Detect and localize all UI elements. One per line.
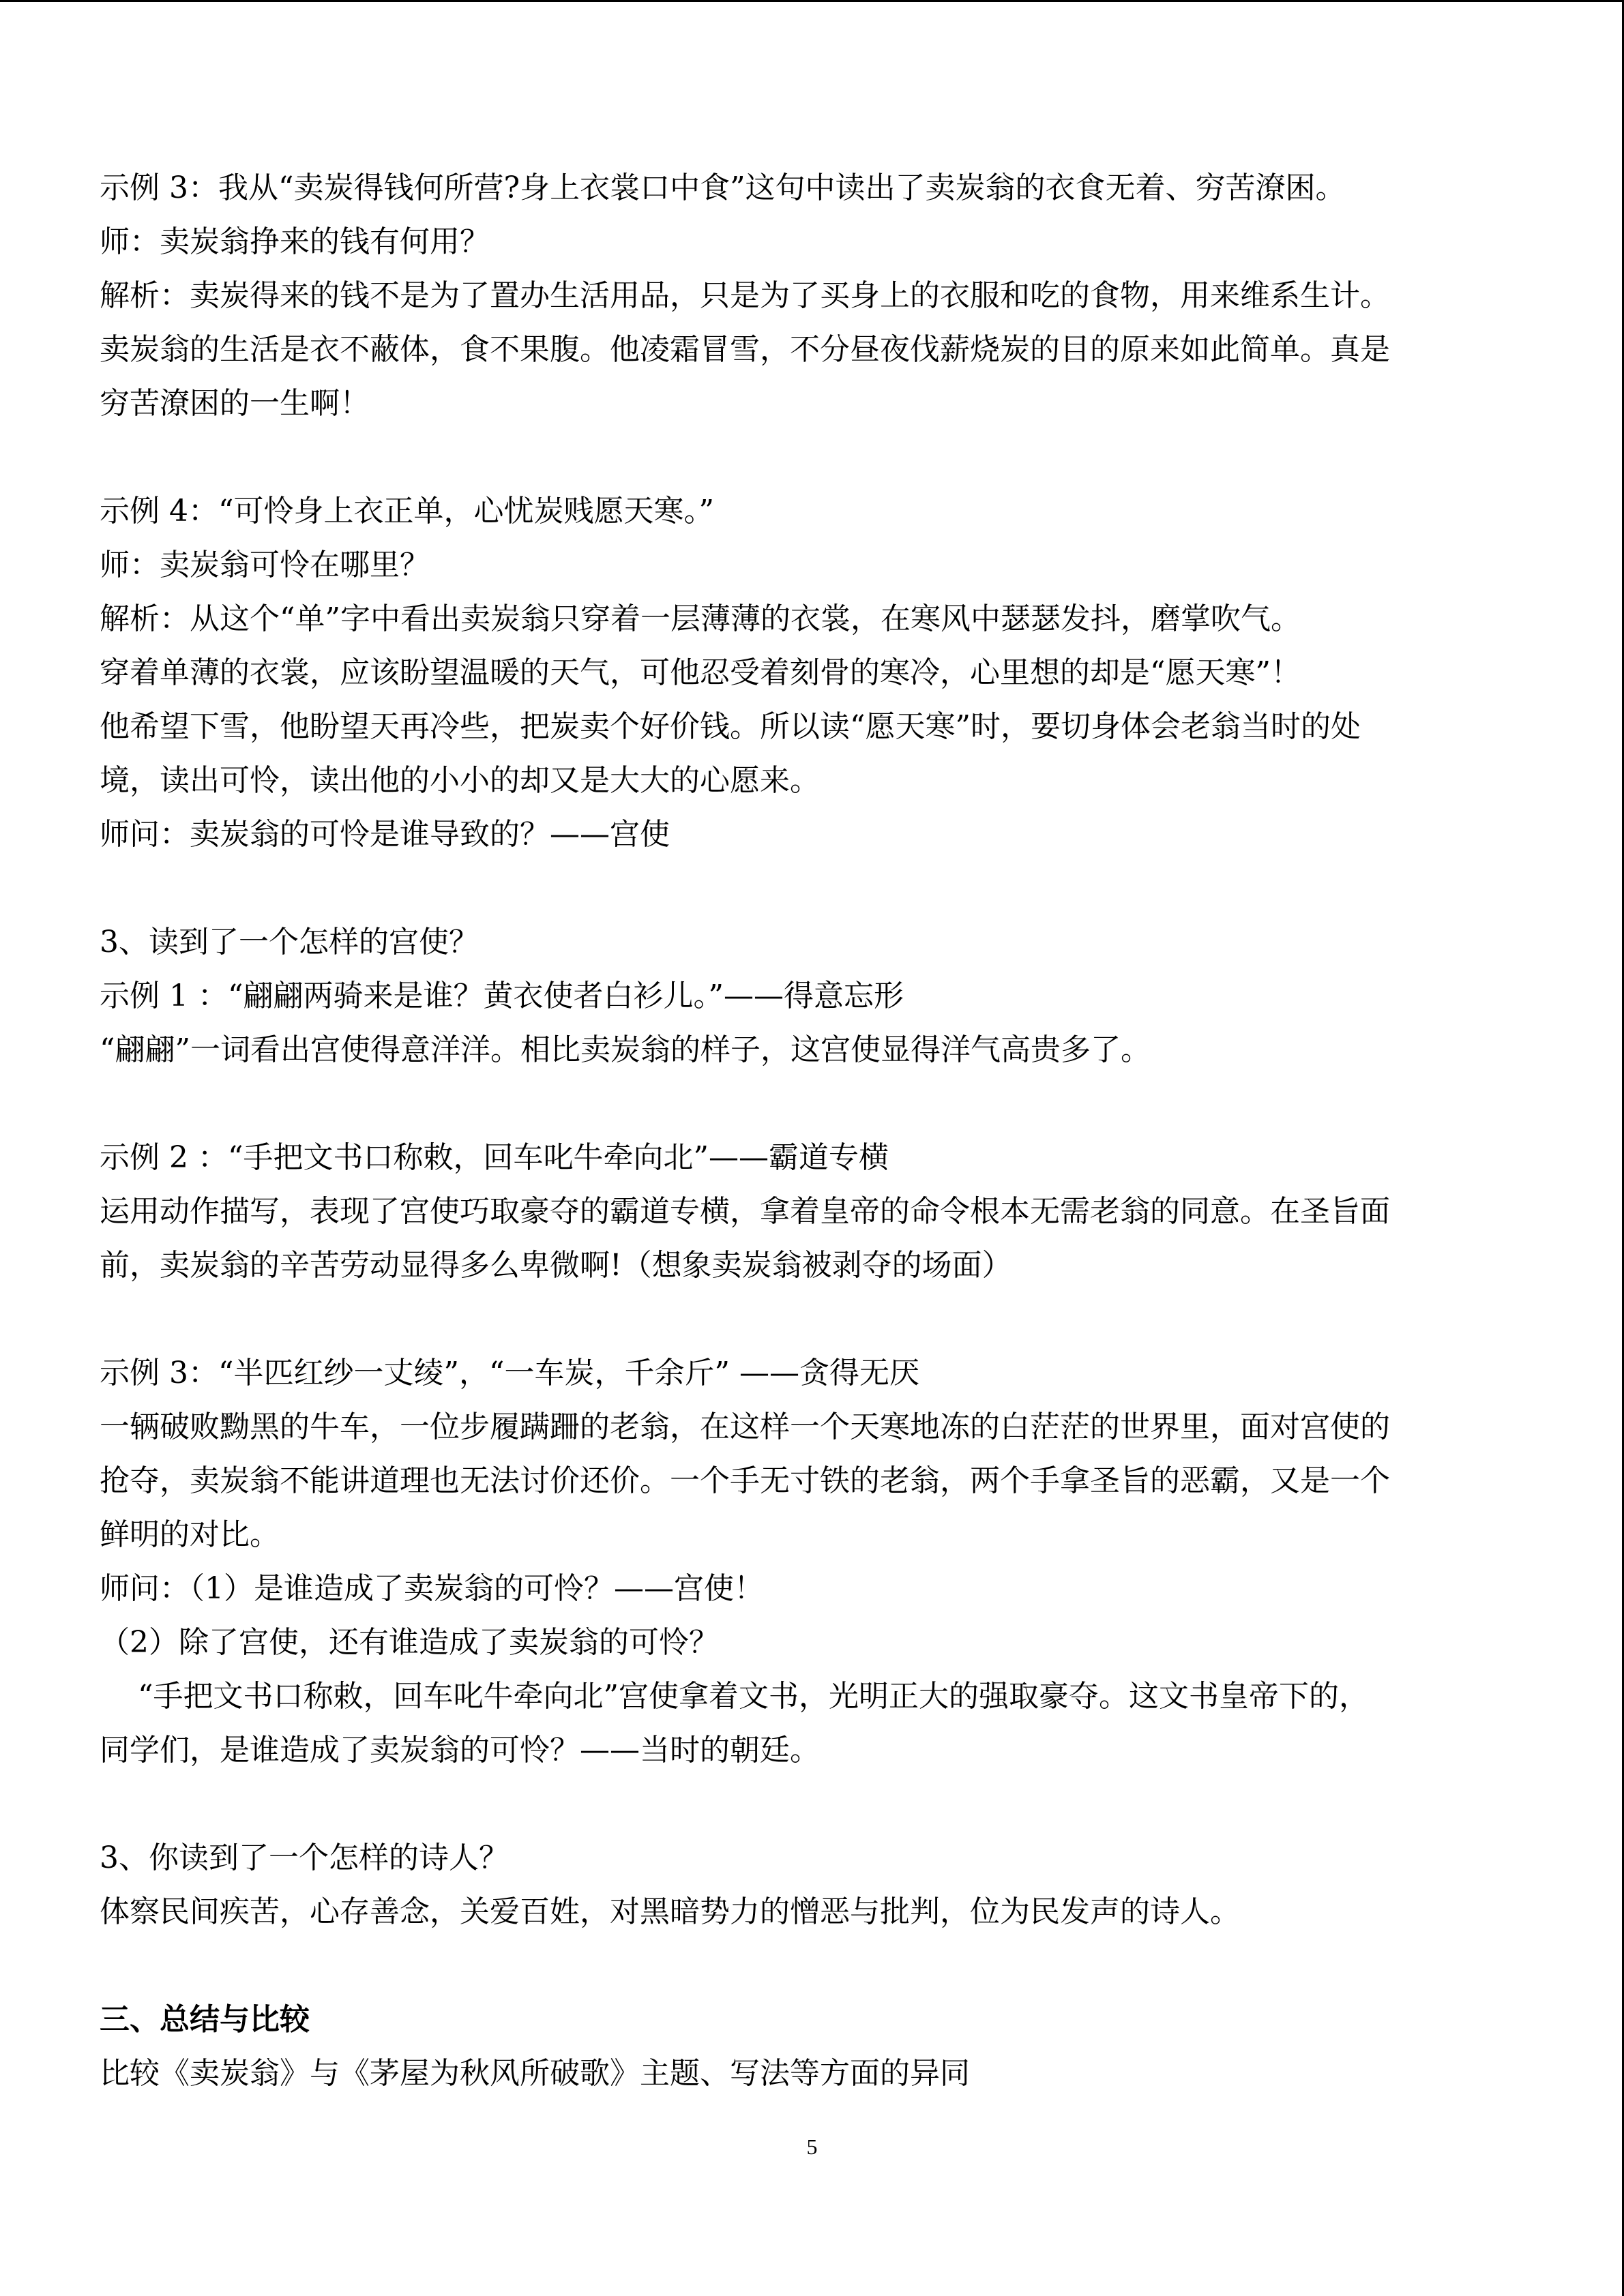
paragraph-gap <box>100 430 1520 484</box>
text-line: 示例 4：“可怜身上衣正单，心忧炭贱愿天寒。” <box>100 494 714 528</box>
page-number: 5 <box>806 2134 818 2159</box>
section-label: 3、读到了一个怎样的宫使？ <box>100 925 479 959</box>
text-line: 师：卖炭翁挣来的钱有何用？ <box>100 224 490 259</box>
text-line: 穿着单薄的衣裳，应该盼望温暖的天气，可他忍受着刻骨的寒冷，心里想的却是“愿天寒”！ <box>100 655 1301 690</box>
text-line: 抢夺，卖炭翁不能讲道理也无法讨价还价。一个手无寸铁的老翁，两个手拿圣旨的恶霸，又是一个 <box>100 1463 1390 1498</box>
text-line: 示例 3：我从“卖炭得钱何所营?身上衣裳口中食”这句中读出了卖炭翁的衣食无着、穷苦潦困。 <box>100 170 1346 205</box>
text-line: 他希望下雪，他盼望天再冷些，把炭卖个好价钱。所以读“愿天寒”时，要切身体会老翁当时的处 <box>100 709 1361 744</box>
text-line: 师问：（1）是谁造成了卖炭翁的可怜？——宫使！ <box>100 1571 764 1606</box>
text-line: 同学们，是谁造成了卖炭翁的可怜？——当时的朝廷。 <box>100 1733 820 1768</box>
paragraph-gap <box>100 861 1520 915</box>
paragraph-gap <box>100 1939 1520 1993</box>
text-line: 运用动作描写，表现了宫使巧取豪夺的霸道专横，拿着皇帝的命令根本无需老翁的同意。在圣旨面 <box>100 1194 1390 1229</box>
section-heading: 三、总结与比较 <box>100 2002 310 2037</box>
text-line: 解析：从这个“单”字中看出卖炭翁只穿着一层薄薄的衣裳，在寒风中瑟瑟发抖，磨掌吹气。 <box>100 601 1301 636</box>
text-line: “手把文书口称敕，回车叱牛牵向北”宫使拿着文书，光明正大的强取豪夺。这文书皇帝下的， <box>100 1679 1369 1714</box>
body-text <box>100 161 1520 2100</box>
text-line: 比较《卖炭翁》与《茅屋为秋风所破歌》主题、写法等方面的异同 <box>100 2056 970 2091</box>
section-label: 3、你读到了一个怎样的诗人？ <box>100 1840 509 1875</box>
text-line: 示例 1 ：“翩翩两骑来是谁？黄衣使者白衫儿。”——得意忘形 <box>100 979 904 1013</box>
text-line: 鲜明的对比。 <box>100 1517 280 1552</box>
text-line: 师问：卖炭翁的可怜是谁导致的？——宫使 <box>100 817 670 852</box>
paragraph-gap <box>100 1077 1520 1131</box>
text-line: 示例 3：“半匹红纱一丈绫”，“一车炭，千余斤” ——贪得无厌 <box>100 1356 919 1390</box>
text-line: 境，读出可怜，读出他的小小的却又是大大的心愿来。 <box>100 763 820 798</box>
top-border <box>0 0 1624 2</box>
text-line: 前，卖炭翁的辛苦劳动显得多么卑微啊!（想象卖炭翁被剥夺的场面） <box>100 1248 1012 1283</box>
text-line: 卖炭翁的生活是衣不蔽体，食不果腹。他凌霜冒雪，不分昼夜伐薪烧炭的目的原来如此简单。真是 <box>100 332 1390 367</box>
paragraph-gap <box>100 1777 1520 1831</box>
text-line: 一辆破败黝黑的牛车，一位步履蹒跚的老翁，在这样一个天寒地冻的白茫茫的世界里，面对宫使的 <box>100 1410 1390 1444</box>
text-line: 示例 2 ：“手把文书口称敕，回车叱牛牵向北”——霸道专横 <box>100 1140 889 1175</box>
text-line: （2）除了宫使，还有谁造成了卖炭翁的可怜？ <box>100 1625 719 1660</box>
paragraph-gap <box>100 1292 1520 1346</box>
text-line: 解析：卖炭得来的钱不是为了置办生活用品，只是为了买身上的衣服和吃的食物，用来维系生计。 <box>100 278 1390 313</box>
text-line: 体察民间疾苦，心存善念，关爱百姓，对黑暗势力的憎恶与批判，位为民发声的诗人。 <box>100 1894 1240 1929</box>
text-line: 师：卖炭翁可怜在哪里？ <box>100 548 430 582</box>
text-line: 穷苦潦困的一生啊！ <box>100 386 370 421</box>
text-line: “翩翩”一词看出宫使得意洋洋。相比卖炭翁的样子，这宫使显得洋气高贵多了。 <box>100 1032 1151 1067</box>
